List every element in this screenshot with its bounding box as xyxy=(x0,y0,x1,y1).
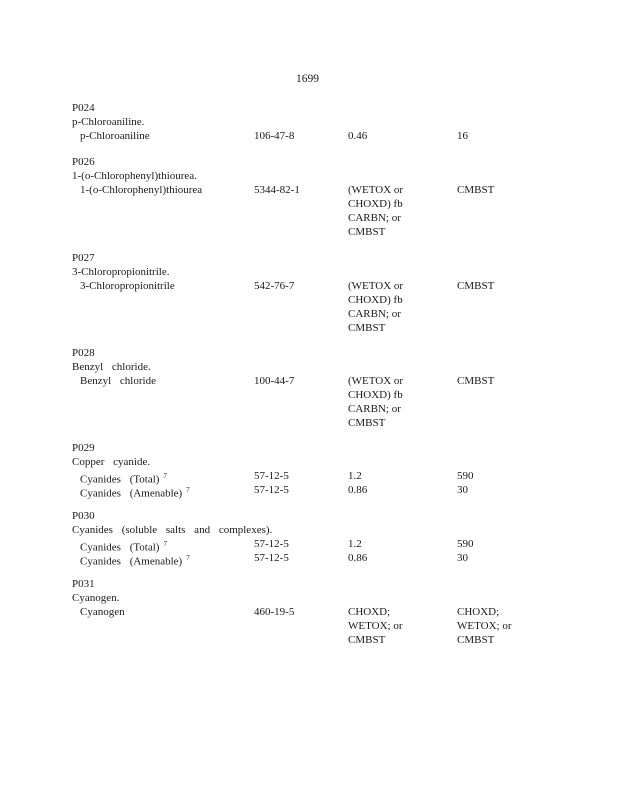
constituent-row xyxy=(72,279,592,334)
wastewater-standard: (WETOX or CHOXD) fb CARBN; or CMBST xyxy=(348,375,404,429)
constituent-row xyxy=(72,469,592,486)
constituent-row xyxy=(72,129,592,143)
waste-title: p-Chloroaniline. xyxy=(72,116,145,128)
waste-entry-p024 xyxy=(72,101,592,143)
wastewater-standard: 0.46 xyxy=(348,130,368,142)
waste-code: P029 xyxy=(72,442,95,454)
cas-number: 57-12-5 xyxy=(254,470,289,482)
constituent-row xyxy=(72,605,592,646)
waste-entry-p031 xyxy=(72,577,592,646)
waste-entry-p028 xyxy=(72,346,592,429)
constituent-row xyxy=(72,374,592,429)
waste-entry-p027 xyxy=(72,251,592,334)
wastewater-standard: 0.86 xyxy=(348,484,368,496)
constituent-name: Cyanogen xyxy=(80,606,125,618)
cas-number: 57-12-5 xyxy=(254,484,289,496)
nonwastewater-standard: CMBST xyxy=(457,184,495,196)
constituent-name: p-Chloroaniline xyxy=(80,130,150,142)
nonwastewater-standard: 16 xyxy=(457,130,468,142)
wastewater-standard: (WETOX or CHOXD) fb CARBN; or CMBST xyxy=(348,184,404,238)
cas-number: 542-76-7 xyxy=(254,280,295,292)
nonwastewater-standard: CMBST xyxy=(457,280,495,292)
constituent-name: 3-Chloropropionitrile xyxy=(80,280,175,292)
cas-number: 460-19-5 xyxy=(254,606,295,618)
nonwastewater-standard: CHOXD; WETOX; or CMBST xyxy=(457,606,512,646)
waste-code: P028 xyxy=(72,347,95,359)
cas-number: 100-44-7 xyxy=(254,375,295,387)
footnote-marker: 7 xyxy=(186,486,190,494)
constituent-name: Cyanides (Amenable) $^7$ xyxy=(80,486,190,500)
nonwastewater-standard: 30 xyxy=(457,484,468,496)
nonwastewater-standard: 30 xyxy=(457,552,468,564)
nonwastewater-standard: CMBST xyxy=(457,375,495,387)
waste-entry-p029 xyxy=(72,441,592,500)
waste-title: 3-Chloropropionitrile. xyxy=(72,266,170,278)
waste-code: P024 xyxy=(72,102,95,114)
waste-code: P027 xyxy=(72,252,95,264)
constituent-name: Cyanides (Total) $^7$ xyxy=(80,540,167,554)
footnote-marker: 7 xyxy=(186,554,190,562)
waste-title: Cyanogen. xyxy=(72,592,120,604)
constituent-name: Benzyl chloride xyxy=(80,375,156,387)
waste-code: P030 xyxy=(72,510,95,522)
cas-number: 106-47-8 xyxy=(254,130,295,142)
constituent-row xyxy=(72,183,592,238)
waste-entry-p026 xyxy=(72,155,592,238)
constituent-name: 1-(o-Chlorophenyl)thiourea xyxy=(80,184,203,196)
constituent-name: Cyanides (Amenable) $^7$ xyxy=(80,554,190,568)
footnote-marker: 7 xyxy=(163,540,167,548)
waste-title: Benzyl chloride. xyxy=(72,361,151,373)
cas-number: 57-12-5 xyxy=(254,538,289,550)
waste-title: Cyanides (soluble salts and complexes). xyxy=(72,524,273,536)
page-number: 1699 xyxy=(296,73,319,85)
wastewater-standard: 1.2 xyxy=(348,470,362,482)
wastewater-standard: 0.86 xyxy=(348,552,368,564)
wastewater-standard: (WETOX or CHOXD) fb CARBN; or CMBST xyxy=(348,280,404,334)
waste-code: P026 xyxy=(72,156,95,168)
wastewater-standard: CHOXD; WETOX; or CMBST xyxy=(348,606,403,646)
constituent-row xyxy=(72,537,592,554)
cas-number: 57-12-5 xyxy=(254,552,289,564)
footnote-marker: 7 xyxy=(163,472,167,480)
constituent-row xyxy=(72,551,592,568)
constituent-row xyxy=(72,483,592,500)
wastewater-standard: 1.2 xyxy=(348,538,362,550)
nonwastewater-standard: 590 xyxy=(457,470,474,482)
waste-code: P031 xyxy=(72,578,95,590)
constituent-name: Cyanides (Total) $^7$ xyxy=(80,472,167,486)
waste-entry-p030 xyxy=(72,509,592,568)
waste-title: 1-(o-Chlorophenyl)thiourea. xyxy=(72,170,197,182)
nonwastewater-standard: 590 xyxy=(457,538,474,550)
waste-title: Copper cyanide. xyxy=(72,456,151,468)
cas-number: 5344-82-1 xyxy=(254,184,300,196)
